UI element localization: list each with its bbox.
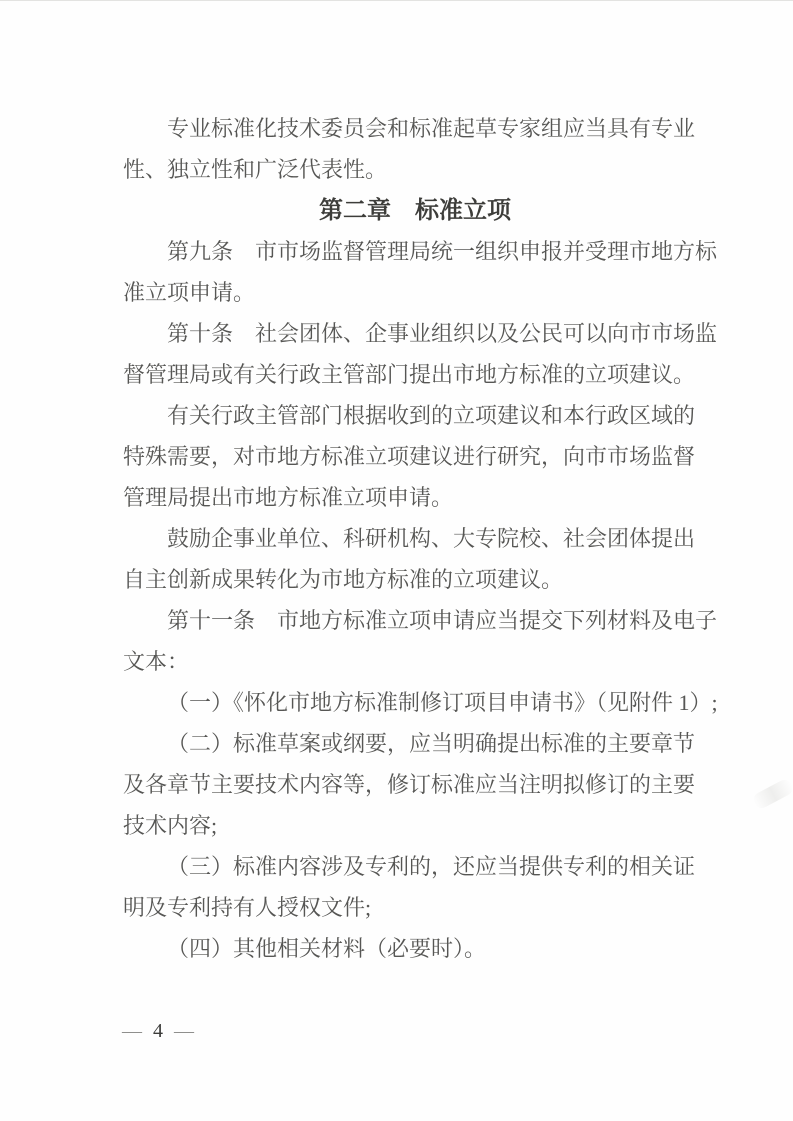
chapter-heading: 第二章 标准立项	[319, 197, 511, 224]
text-line: 准立项申请。	[123, 280, 256, 305]
text-line: 督管理局或有关行政主管部门提出市地方标准的立项建议。	[123, 362, 696, 387]
text-line: （一）《怀化市地方标准制修订项目申请书》（见附件 1）;	[167, 690, 718, 715]
scan-smudge	[751, 777, 793, 811]
text-line: （二）标准草案或纲要，应当明确提出标准的主要章节	[167, 731, 696, 756]
text-line: 明及专利持有人授权文件;	[123, 895, 372, 920]
text-line: 特殊需要，对市地方标准立项建议进行研究，向市市场监督	[123, 444, 696, 469]
text-line: 专业标准化技术委员会和标准起草专家组应当具有专业	[167, 116, 696, 141]
text-line: 第九条 市市场监督管理局统一组织申报并受理市地方标	[167, 239, 718, 264]
page-number-value: 4	[153, 1020, 166, 1042]
text-block	[123, 108, 718, 969]
text-line: （四）其他相关材料（必要时）。	[167, 936, 487, 961]
scan-top-edge	[0, 0, 793, 1]
text-line: （三）标准内容涉及专利的，还应当提供专利的相关证	[167, 854, 696, 879]
text-line: 文本：	[123, 649, 190, 674]
text-line: 有关行政主管部门根据收到的立项建议和本行政区域的	[167, 403, 696, 428]
text-line: 第十一条 市地方标准立项申请应当提交下列材料及电子	[167, 608, 718, 633]
text-line: 技术内容;	[123, 813, 218, 838]
text-line: 自主创新成果转化为市地方标准的立项建议。	[123, 567, 564, 592]
text-line: 及各章节主要技术内容等，修订标准应当注明拟修订的主要	[123, 772, 696, 797]
text-line: 管理局提出市地方标准立项申请。	[123, 485, 454, 510]
text-line: 鼓励企事业单位、科研机构、大专院校、社会团体提出	[167, 526, 696, 551]
page-number	[122, 1020, 197, 1043]
text-line: 第十条 社会团体、企事业组织以及公民可以向市市场监	[167, 321, 718, 346]
text-line: 性、独立性和广泛代表性。	[123, 157, 388, 182]
page-number-left-dash: —	[122, 1020, 145, 1042]
page-number-right-dash: —	[174, 1020, 197, 1042]
